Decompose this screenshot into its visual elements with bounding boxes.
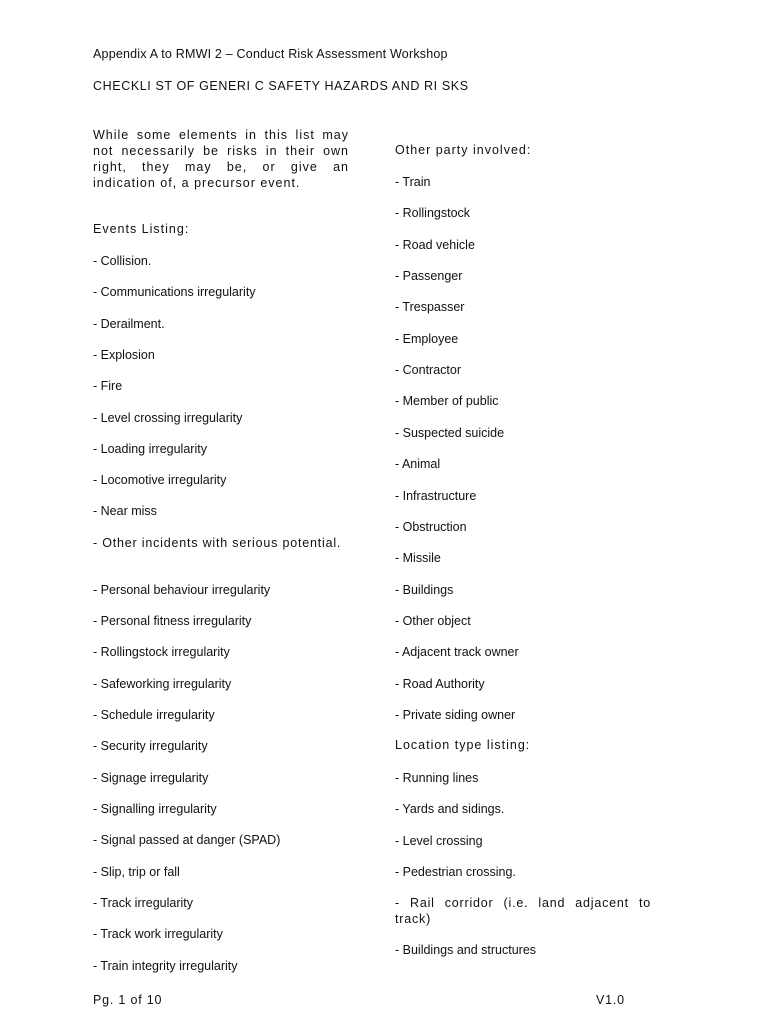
list-item: - Loading irregularity <box>93 442 207 456</box>
list-item: - Running lines <box>395 771 479 785</box>
list-item: - Trespasser <box>395 300 465 314</box>
document-version: V1.0 <box>596 993 625 1007</box>
list-item: - Slip, trip or fall <box>93 865 180 879</box>
list-item: - Adjacent track owner <box>395 645 519 659</box>
list-item: - Personal fitness irregularity <box>93 614 252 628</box>
list-item: - Signalling irregularity <box>93 802 217 816</box>
list-item: - Road vehicle <box>395 238 475 252</box>
list-item: - Obstruction <box>395 520 467 534</box>
list-item: - Rail corridor (i.e. land adjacent to track) <box>395 896 651 926</box>
list-item: - Track irregularity <box>93 896 194 910</box>
list-item: - Level crossing <box>395 834 483 848</box>
list-item: - Train integrity irregularity <box>93 959 238 973</box>
list-item: - Infrastructure <box>395 489 477 503</box>
list-item: - Signal passed at danger (SPAD) <box>93 833 281 847</box>
list-item: - Animal <box>395 457 441 471</box>
list-item: - Track work irregularity <box>93 927 223 941</box>
list-item: - Explosion <box>93 348 155 362</box>
events-heading: Events Listing: <box>93 222 190 236</box>
list-item: - Suspected suicide <box>395 426 505 440</box>
list-item: - Other object <box>395 614 471 628</box>
list-item: - Other incidents with serious potential. <box>93 536 342 550</box>
list-item: - Missile <box>395 551 441 565</box>
document-header: Appendix A to RMWI 2 – Conduct Risk Assessment Workshop <box>93 47 448 61</box>
list-item: - Buildings and structures <box>395 943 537 957</box>
list-item: - Pedestrian crossing. <box>395 865 516 879</box>
list-item: - Passenger <box>395 269 463 283</box>
list-item: - Buildings <box>395 583 454 597</box>
list-item: - Rollingstock irregularity <box>93 645 230 659</box>
list-item: - Road Authority <box>395 677 485 691</box>
list-item: - Communications irregularity <box>93 285 256 299</box>
list-item: - Level crossing irregularity <box>93 411 243 425</box>
location-heading: Location type listing: <box>395 738 531 752</box>
list-item: - Safeworking irregularity <box>93 677 232 691</box>
list-item: - Train <box>395 175 431 189</box>
list-item: - Private siding owner <box>395 708 516 722</box>
list-item: - Near miss <box>93 504 157 518</box>
list-item: - Security irregularity <box>93 739 208 753</box>
list-item: - Personal behaviour irregularity <box>93 583 271 597</box>
list-item: - Member of public <box>395 394 499 408</box>
list-item: - Locomotive irregularity <box>93 473 227 487</box>
list-item: - Derailment. <box>93 317 165 331</box>
page-number: Pg. 1 of 10 <box>93 993 163 1007</box>
page-title: CHECKLI ST OF GENERI C SAFETY HAZARDS AND RI SKS <box>93 79 469 93</box>
list-item: - Contractor <box>395 363 461 377</box>
intro-paragraph: While some elements in this list may not necessarily be risks in their own right, they may be, or give an indication of, a precursor event. <box>93 128 349 190</box>
list-item: - Rollingstock <box>395 206 471 220</box>
list-item: - Signage irregularity <box>93 771 209 785</box>
party-heading: Other party involved: <box>395 143 532 157</box>
list-item: - Fire <box>93 379 123 393</box>
list-item: - Yards and sidings. <box>395 802 505 816</box>
list-item: - Employee <box>395 332 459 346</box>
list-item: - Schedule irregularity <box>93 708 215 722</box>
list-item: - Collision. <box>93 254 152 268</box>
